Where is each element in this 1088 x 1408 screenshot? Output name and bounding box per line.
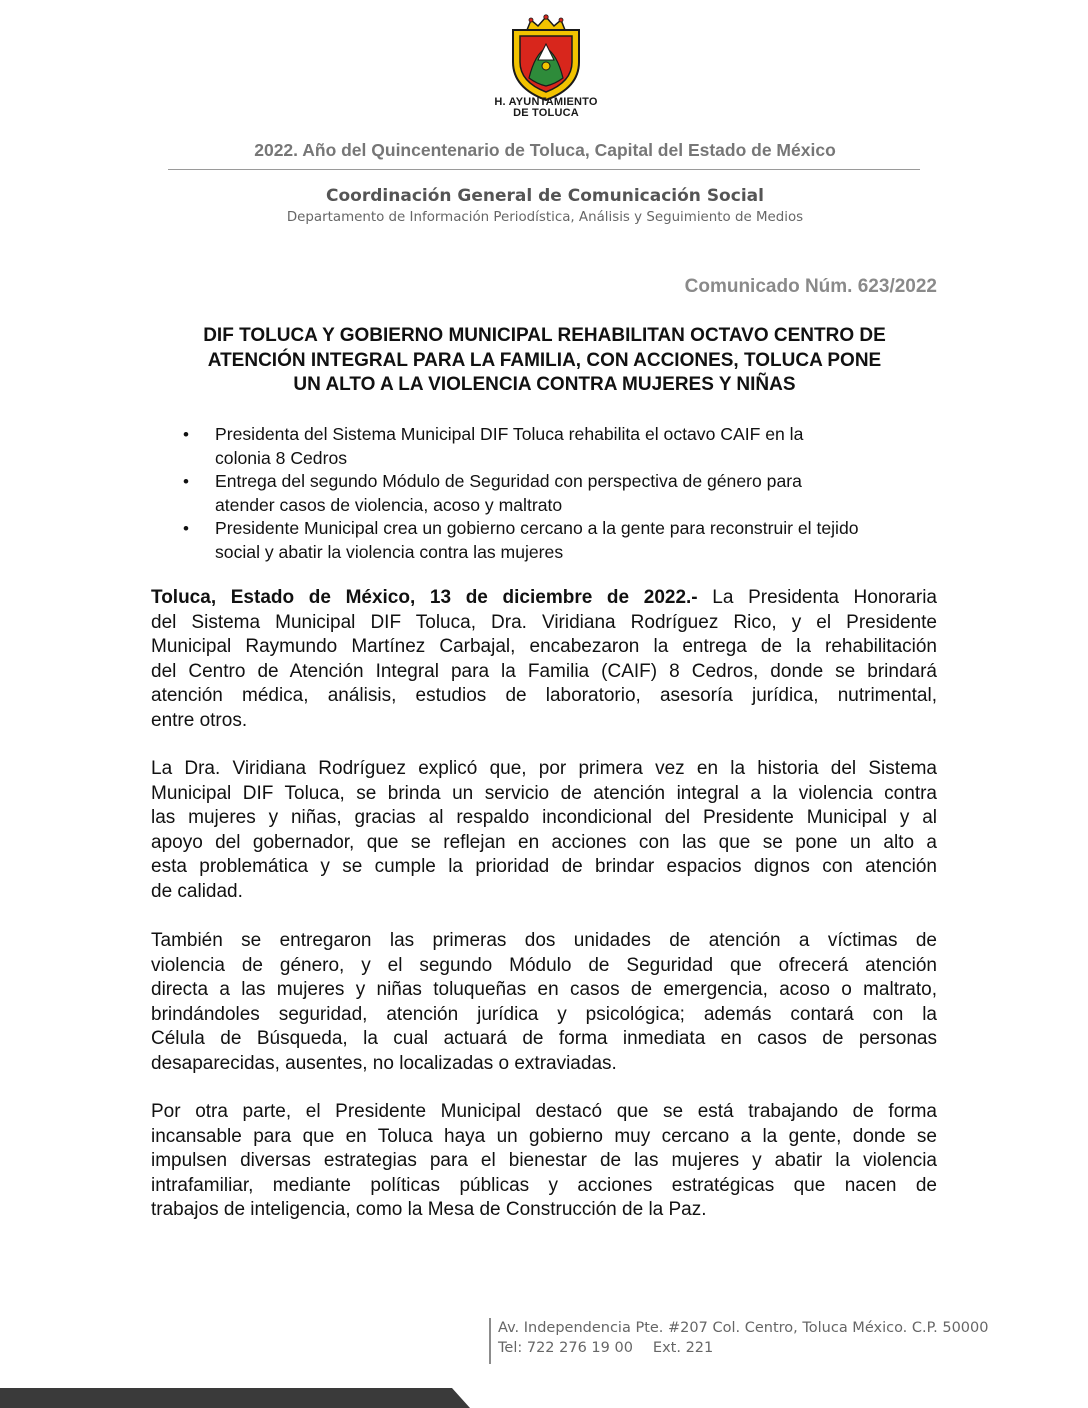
year-motto: 2022. Año del Quincentenario de Toluca, Capital del Estado de México bbox=[254, 140, 836, 160]
crest-caption-line-2: DE TOLUCA bbox=[513, 107, 579, 119]
paragraph-line: impulsen diversas estrategias para el bienestar de las mujeres y abatir la violencia bbox=[151, 1150, 937, 1172]
bullet-dot-icon: • bbox=[183, 519, 189, 538]
headline bbox=[152, 324, 937, 398]
paragraph-line: También se entregaron las primeras dos unidades de atención a víctimas de bbox=[151, 930, 937, 951]
paragraph-line: Municipal Raymundo Martínez Carbajal, encabezaron la entrega de la rehabilitación bbox=[151, 636, 937, 658]
paragraph-line: directa a las mujeres y niñas toluqueñas en casos de emergencia, acoso o maltrato, bbox=[151, 979, 937, 1001]
paragraph-1 bbox=[151, 586, 937, 734]
headline-line: DIF TOLUCA Y GOBIERNO MUNICIPAL REHABILITAN OCTAVO CENTRO DE bbox=[203, 325, 886, 346]
bullet-item bbox=[180, 470, 940, 517]
bullet-line: Presidenta del Sistema Municipal DIF Toluca rehabilita el octavo CAIF en la bbox=[215, 424, 804, 444]
bullet-line: Presidente Municipal crea un gobierno cercano a la gente para reconstruir el tejido bbox=[215, 518, 859, 538]
paragraph-line: de calidad. bbox=[151, 880, 243, 902]
paragraph-line: atención médica, análisis, estudios de laboratorio, asesoría jurídica, nutrimental, bbox=[151, 685, 937, 707]
bullet-item bbox=[180, 423, 940, 470]
paragraph-line: Por otra parte, el Presidente Municipal destacó que se está trabajando de forma bbox=[151, 1101, 937, 1122]
bullet-line: Entrega del segundo Módulo de Seguridad con perspectiva de género para bbox=[215, 471, 802, 491]
paragraph-line: Municipal DIF Toluca, se brinda un servicio de atención integral a la violencia contra bbox=[151, 782, 937, 804]
bullet-item bbox=[180, 517, 940, 564]
paragraph-line: trabajos de inteligencia, como la Mesa de Construcción de la Paz. bbox=[151, 1199, 707, 1221]
toluca-crest-icon bbox=[505, 14, 587, 102]
coordination-title: Coordinación General de Comunicación Social bbox=[326, 186, 764, 206]
paragraph-line: entre otros. bbox=[151, 709, 248, 731]
bullet-line: atender casos de violencia, acoso y maltrato bbox=[215, 494, 563, 515]
paragraph-line: apoyo del gobernador, que se reflejan en acciones con las que se pone un alto a bbox=[151, 831, 937, 853]
crest-caption-line-1: H. AYUNTAMIENTO bbox=[494, 96, 598, 108]
footer-phone: Tel: 722 276 19 00 bbox=[498, 1340, 633, 1356]
bullet-dot-icon: • bbox=[183, 425, 189, 444]
paragraph-line: del Centro de Atención Integral para la Familia (CAIF) 8 Cedros, donde se brindará bbox=[151, 660, 937, 682]
footer-extension: Ext. 221 bbox=[652, 1340, 714, 1356]
paragraph-3 bbox=[151, 929, 937, 1077]
footer-divider bbox=[489, 1318, 491, 1364]
dateline-rest: La Presidenta Honoraria bbox=[697, 587, 937, 608]
footer-band bbox=[0, 1386, 470, 1408]
headline-line: ATENCIÓN INTEGRAL PARA LA FAMILIA, CON ACCIONES, TOLUCA PONE bbox=[207, 349, 882, 371]
paragraph-line: brindándoles seguridad, atención jurídica y psicológica; además contará con la bbox=[151, 1003, 937, 1025]
paragraph-line: desaparecidas, ausentes, no localizadas o extraviadas. bbox=[151, 1052, 617, 1074]
paragraph-line: violencia de género, y el segundo Módulo de Seguridad que ofrecerá atención bbox=[151, 954, 937, 976]
paragraph-4 bbox=[151, 1100, 937, 1223]
coordination-subtitle: Departamento de Información Periodística, Análisis y Seguimiento de Medios bbox=[286, 210, 804, 225]
summary-bullets bbox=[180, 423, 940, 564]
bullet-dot-icon: • bbox=[183, 472, 189, 491]
paragraph-line: Célula de Búsqueda, la cual actuará de forma inmediata en casos de personas bbox=[151, 1028, 937, 1050]
paragraph-line: intrafamiliar, mediante políticas públicas y acciones estratégicas que nacen de bbox=[151, 1174, 937, 1196]
paragraph-line: las mujeres y niñas, gracias al respaldo incondicional del Presidente Municipal y al bbox=[151, 807, 937, 829]
release-number: Comunicado Núm. 623/2022 bbox=[684, 276, 937, 297]
bullet-line: colonia 8 Cedros bbox=[215, 447, 348, 468]
paragraph-line: del Sistema Municipal DIF Toluca, Dra. Viridiana Rodríguez Rico, y el Presidente bbox=[151, 611, 937, 633]
paragraph-line bbox=[151, 586, 937, 611]
header-divider bbox=[168, 169, 920, 170]
footer-address: Av. Independencia Pte. #207 Col. Centro, Toluca México. C.P. 50000 bbox=[498, 1320, 989, 1336]
paragraph-line: La Dra. Viridiana Rodríguez explicó que, por primera vez en la historia del Sistema bbox=[151, 758, 937, 779]
crest-caption bbox=[470, 97, 622, 119]
paragraph-line: esta problemática y se cumple la prioridad de brindar espacios dignos con atención bbox=[151, 856, 937, 878]
paragraph-2 bbox=[151, 757, 937, 905]
dateline: Toluca, Estado de México, 13 de diciembre de 2022.- bbox=[151, 587, 698, 608]
bullet-line: social y abatir la violencia contra las mujeres bbox=[215, 541, 564, 562]
footer-contact bbox=[498, 1340, 713, 1356]
paragraph-line: incansable para que en Toluca haya un gobierno muy cercano a la gente, donde se bbox=[151, 1125, 937, 1147]
headline-line: UN ALTO A LA VIOLENCIA CONTRA MUJERES Y NIÑAS bbox=[293, 374, 796, 395]
